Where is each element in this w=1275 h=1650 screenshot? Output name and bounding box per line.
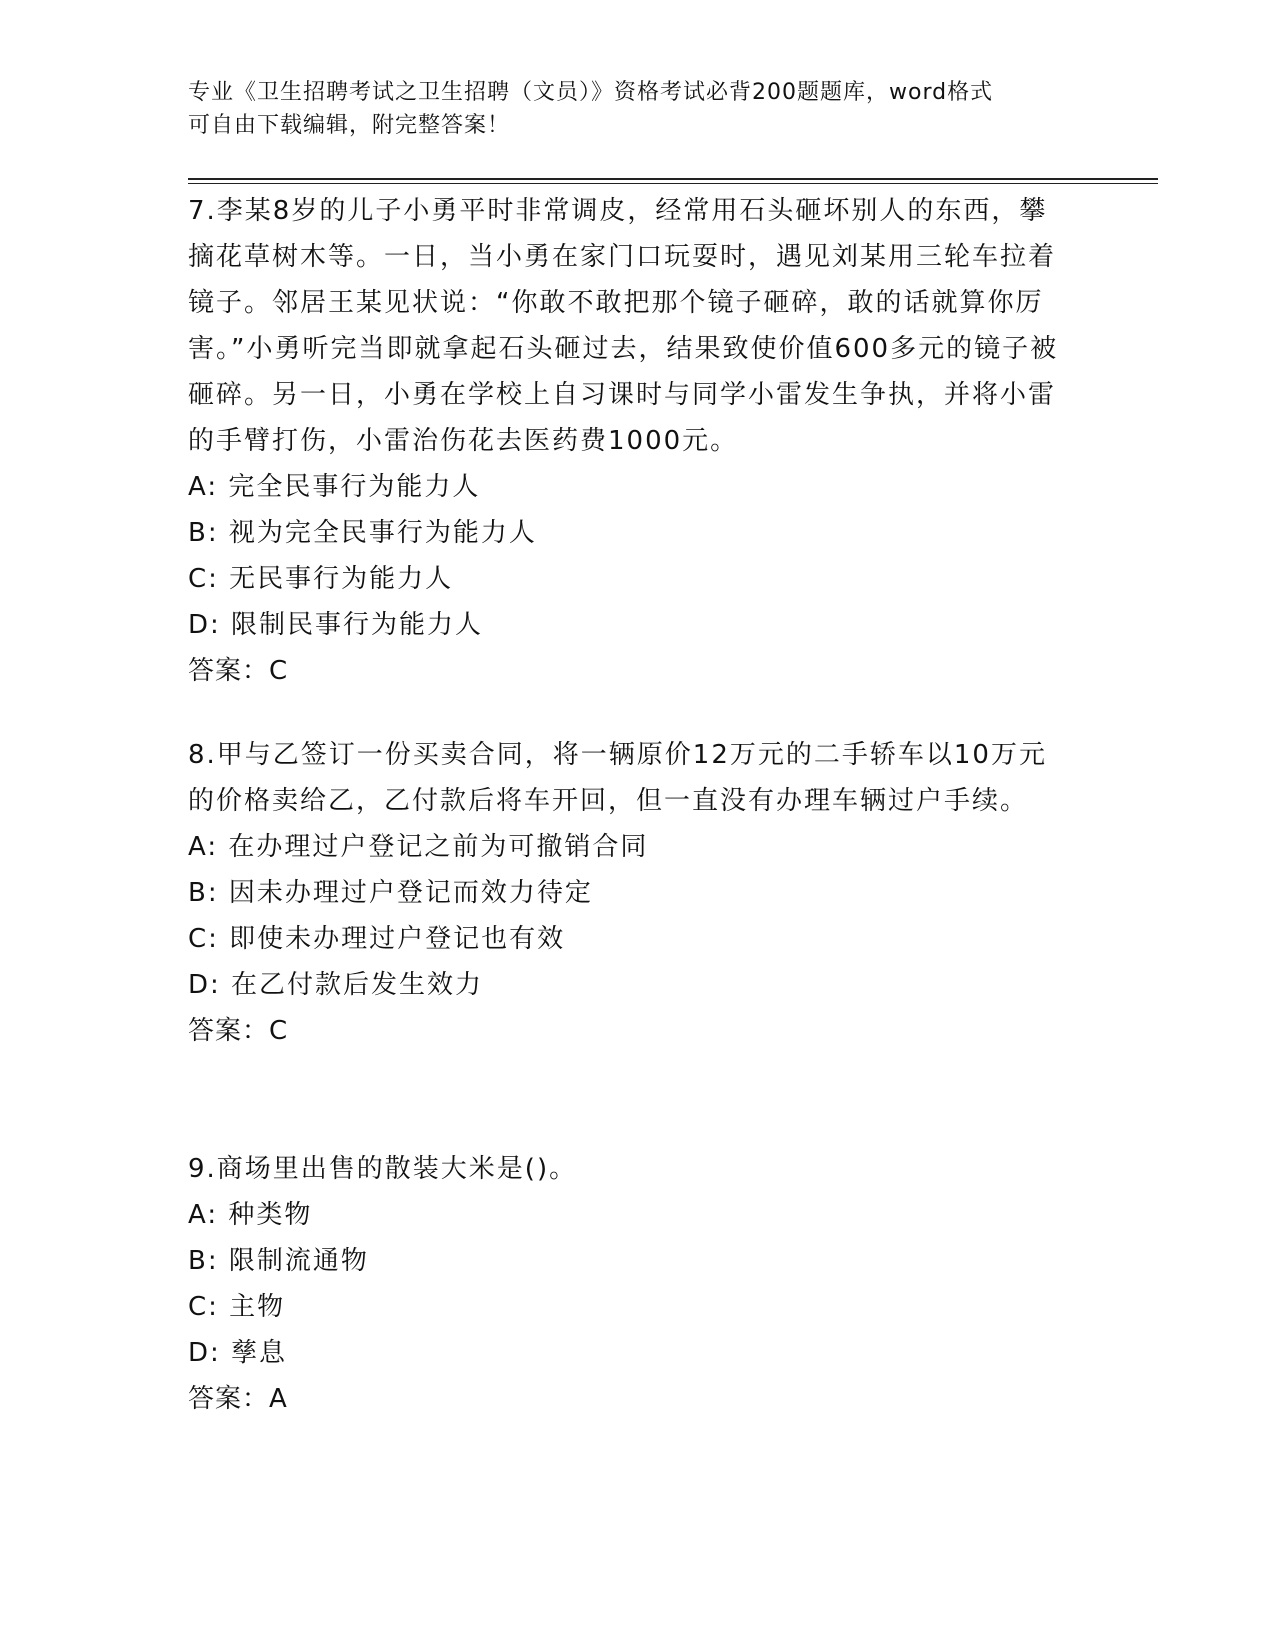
option-a: A: 完全民事行为能力人 — [188, 472, 481, 502]
option-c: C: 主物 — [188, 1292, 286, 1322]
header-line-1: 专业《卫生招聘考试之卫生招聘（文员）》资格考试必背200题题库，word格式 — [188, 80, 994, 105]
question-9 — [188, 1146, 1068, 1422]
header-divider — [188, 178, 1158, 184]
header-line-2: 可自由下载编辑，附完整答案！ — [188, 113, 511, 138]
question-8 — [188, 732, 1068, 1054]
answer-line: 答案：A — [188, 1384, 288, 1414]
option-d: D: 孳息 — [188, 1338, 288, 1368]
answer-line: 答案：C — [188, 656, 289, 686]
option-b: B: 因未办理过户登记而效力待定 — [188, 878, 593, 908]
option-a: A: 在办理过户登记之前为可撤销合同 — [188, 832, 649, 862]
option-d: D: 在乙付款后发生效力 — [188, 970, 484, 1000]
option-a: A: 种类物 — [188, 1200, 313, 1230]
option-b: B: 限制流通物 — [188, 1246, 369, 1276]
option-c: C: 即使未办理过户登记也有效 — [188, 924, 566, 954]
option-d: D: 限制民事行为能力人 — [188, 610, 484, 640]
question-7 — [188, 188, 1068, 694]
option-b: B: 视为完全民事行为能力人 — [188, 518, 537, 548]
question-stem: 7.李某8岁的儿子小勇平时非常调皮，经常用石头砸坏别人的东西，攀摘花草树木等。一日，当小勇在家门口玩耍时，遇见刘某用三轮车拉着镜子。邻居王某见状说：“你敢不敢把那个镜子砸碎，敢的话就算你厉害。”小勇听完当即就拿起石头砸过去，结果致使价值600多元的镜子被砸碎。另一日，小勇在学校上自习课时与同学小雷发生争执，并将小雷的手臂打伤，小雷治伤花去医药费1000元。 — [188, 196, 1059, 456]
answer-line: 答案：C — [188, 1016, 289, 1046]
question-stem: 8.甲与乙签订一份买卖合同，将一辆原价12万元的二手轿车以10万元的价格卖给乙，乙付款后将车开回，但一直没有办理车辆过户手续。 — [188, 740, 1047, 816]
question-stem: 9.商场里出售的散装大米是()。 — [188, 1154, 578, 1184]
document-header — [188, 76, 1068, 142]
option-c: C: 无民事行为能力人 — [188, 564, 454, 594]
